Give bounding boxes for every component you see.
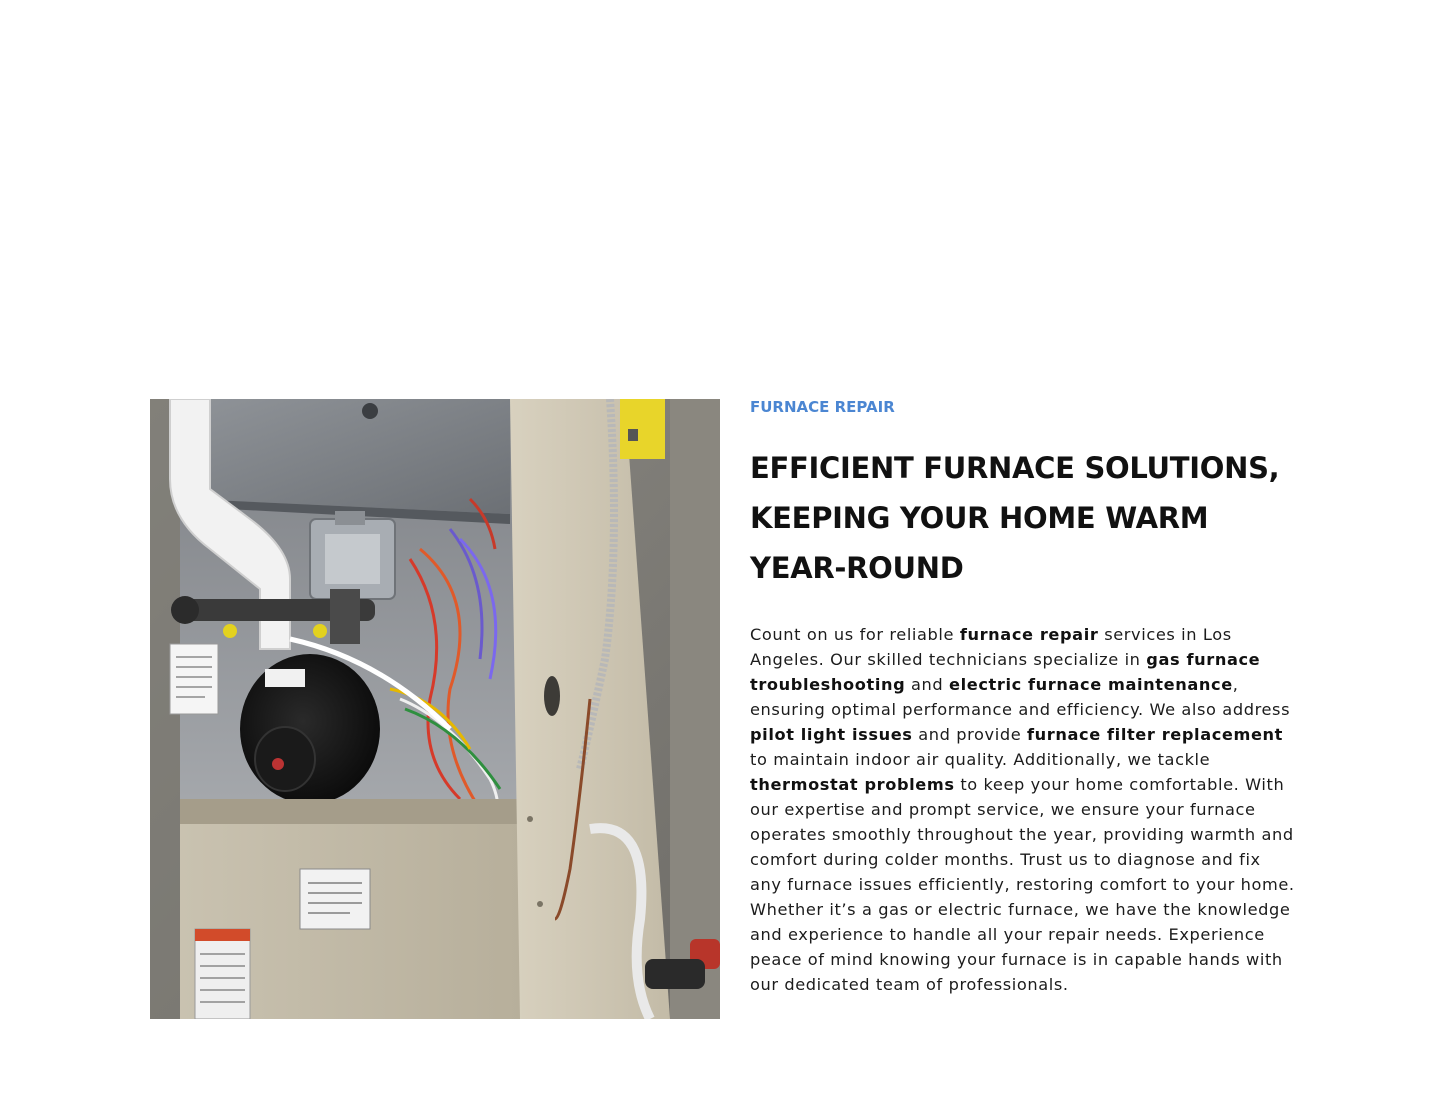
body-text-run: and (905, 675, 950, 694)
section-body (750, 622, 1295, 997)
furnace-illustration (150, 399, 720, 1019)
section-eyebrow: FURNACE REPAIR (750, 398, 895, 416)
body-text-run: Count on us for reliable (750, 625, 960, 644)
body-text-run: to keep your home comfortable. With our expertise and prompt service, we ensure your furnace operates smoothly throughout the year, providing warmth and comfort during colder months. Trust us to diagnose and fix any furnace issues efficiently, restoring comfort to your home. Whether it’s a gas or electric furnace, we have the knowledge and experience to handle all your repair needs. Experience peace of mind knowing your furnace is in capable hands with our dedicated team of professionals. (750, 775, 1295, 994)
section-headline: EFFICIENT FURNACE SOLUTIONS, KEEPING YOUR HOME WARM YEAR-ROUND (750, 451, 1280, 585)
body-text-run: to maintain indoor air quality. Additionally, we tackle (750, 750, 1211, 769)
body-keyword: furnace filter replacement (1027, 725, 1284, 744)
content-column (750, 396, 1295, 997)
body-keyword: electric furnace maintenance (949, 675, 1233, 694)
body-text-run: services in Los Angeles. Our skilled technicians specialize in (750, 625, 1232, 669)
body-keyword: pilot light issues (750, 725, 913, 744)
body-keyword: thermostat problems (750, 775, 955, 794)
body-text-run: and provide (912, 725, 1028, 744)
body-keyword: gas furnace troubleshooting (750, 650, 1261, 694)
furnace-photo (150, 399, 720, 1019)
body-text-run: , ensuring optimal performance and efficiency. We also address (750, 675, 1291, 719)
body-keyword: furnace repair (959, 625, 1099, 644)
